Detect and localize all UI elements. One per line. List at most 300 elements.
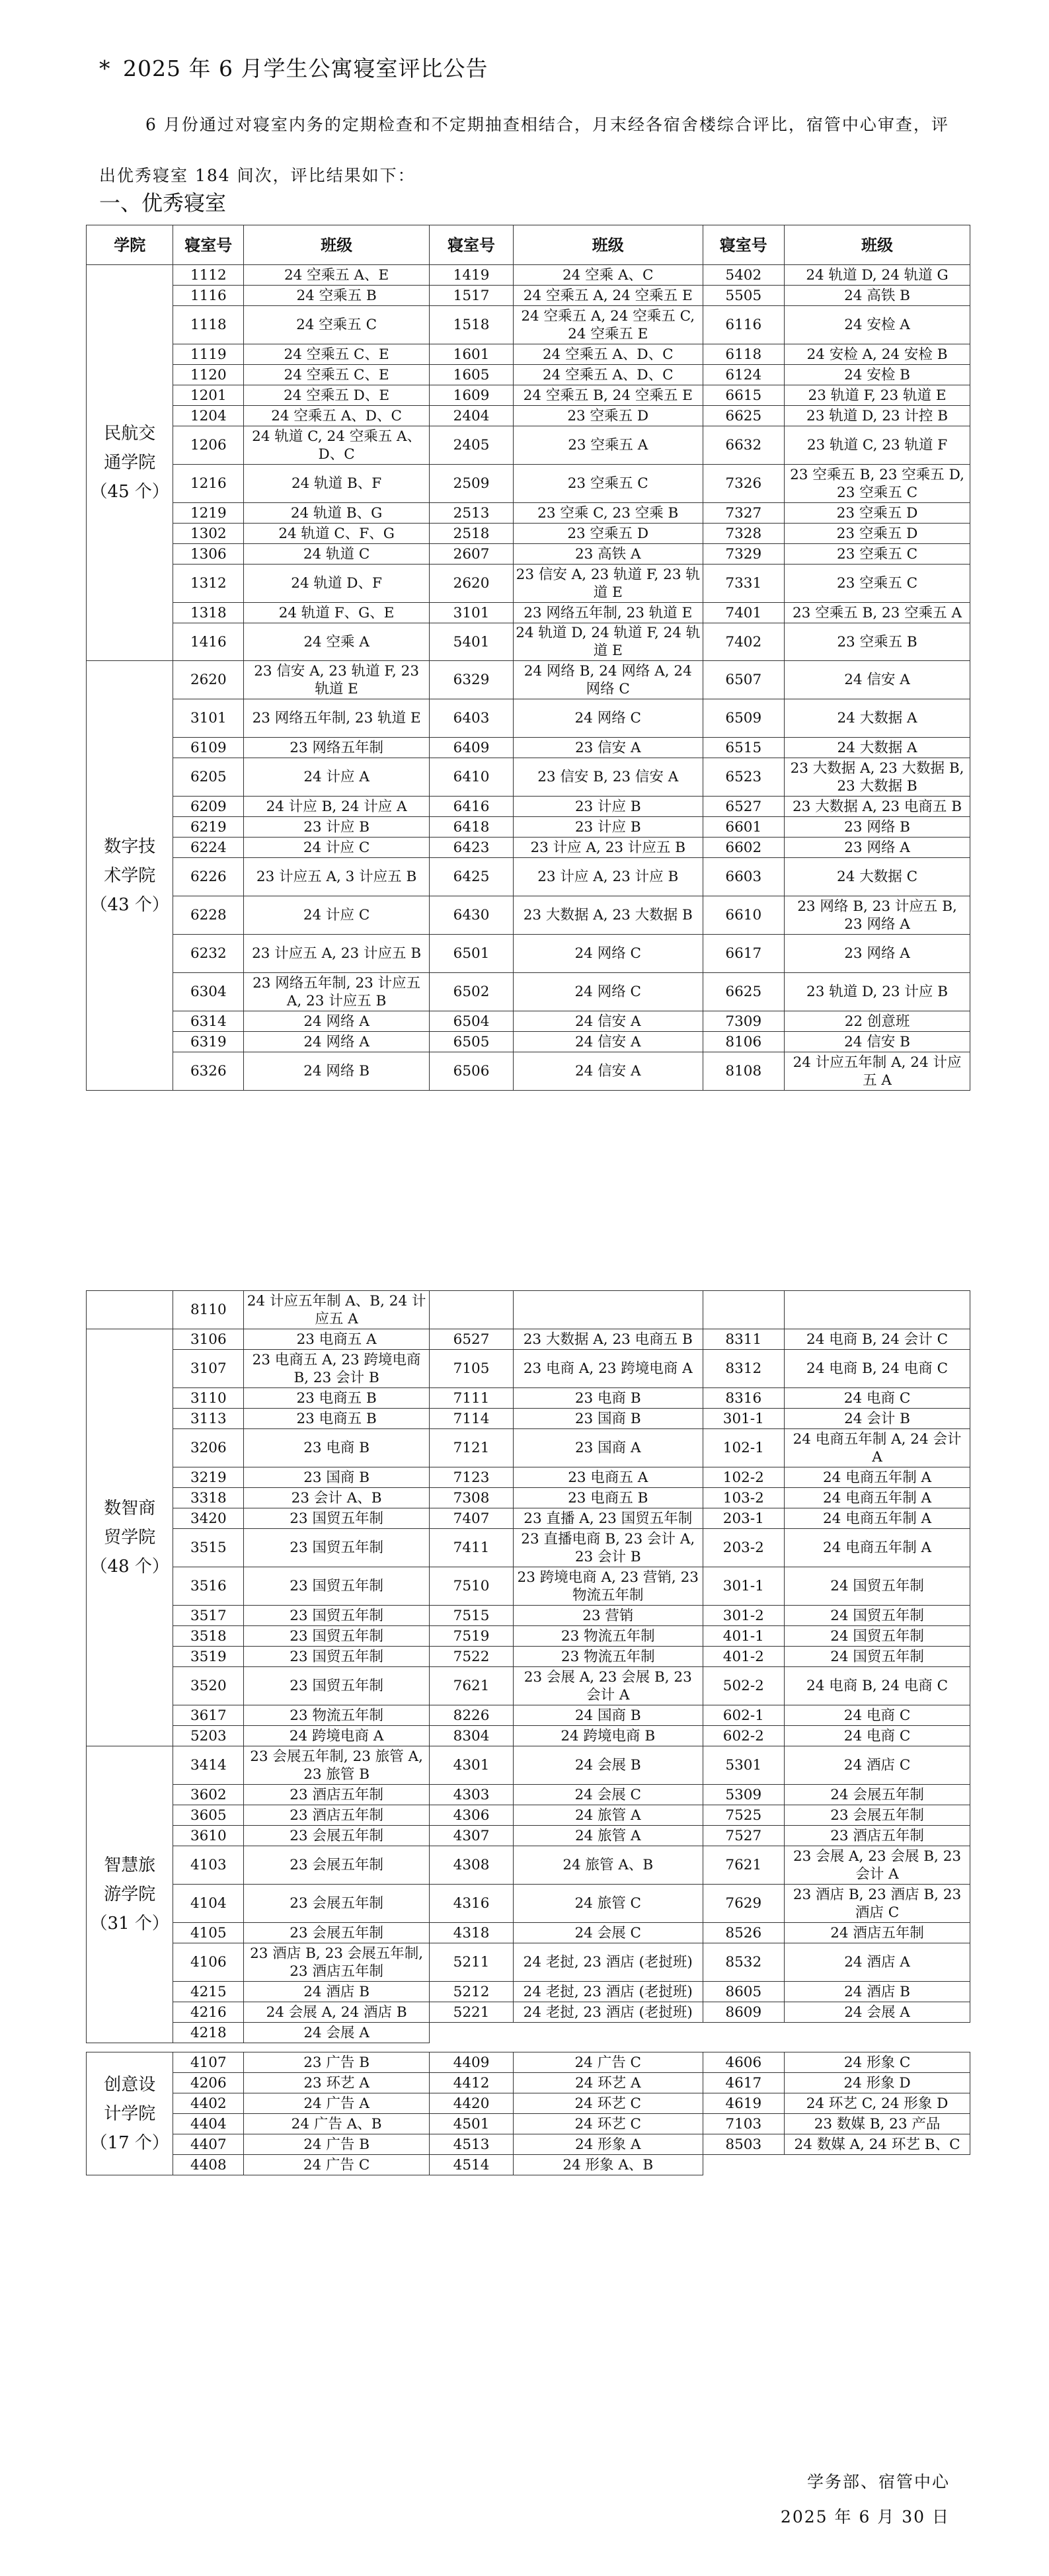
table-row xyxy=(87,1052,970,1091)
class-name: 23 会展五年制 xyxy=(785,1805,970,1826)
room-number: 6632 xyxy=(703,426,785,465)
room-number: 3518 xyxy=(173,1626,244,1647)
class-name: 24 安检 B xyxy=(785,365,970,385)
class-name: 23 大数据 A, 23 大数据 B xyxy=(514,896,703,935)
room-number: 6625 xyxy=(703,406,785,426)
class-name: 24 会展 A xyxy=(244,2023,430,2043)
class-name: 23 酒店五年制 xyxy=(244,1805,430,1826)
room-number: 1306 xyxy=(173,544,244,565)
class-name: 23 空乘五 D xyxy=(785,524,970,544)
room-number: 1116 xyxy=(173,286,244,306)
class-name: 23 酒店 B, 23 酒店 B, 23 酒店 C xyxy=(785,1885,970,1923)
class-name: 24 国商 B xyxy=(514,1705,703,1726)
room-number: 2404 xyxy=(430,406,514,426)
class-name: 23 网络五年制, 23 轨道 E xyxy=(244,699,430,738)
class-name: 24 数媒 A, 24 环艺 B、C xyxy=(785,2134,970,2155)
class-name: 24 空乘五 A、D、C xyxy=(514,365,703,385)
table-row xyxy=(87,1429,970,1467)
class-name: 23 物流五年制 xyxy=(244,1705,430,1726)
class-name: 23 计应 B xyxy=(244,817,430,838)
room-number: 7519 xyxy=(430,1626,514,1647)
table-row xyxy=(87,1647,970,1667)
class-name: 23 酒店 B, 23 会展五年制, 23 酒店五年制 xyxy=(244,1943,430,1982)
room-number: 401-1 xyxy=(703,1626,785,1647)
room-number: 2509 xyxy=(430,465,514,503)
table-row xyxy=(87,465,970,503)
room-number: 6602 xyxy=(703,838,785,858)
class-name: 23 网络 B xyxy=(785,817,970,838)
room-number: 4402 xyxy=(173,2093,244,2114)
empty-cell xyxy=(514,1291,703,1329)
table-row xyxy=(87,1567,970,1606)
room-number: 4409 xyxy=(430,2052,514,2073)
table-row xyxy=(87,838,970,858)
header-cell: 寝室号 xyxy=(703,225,785,265)
room-number: 6319 xyxy=(173,1032,244,1052)
room-number: 7407 xyxy=(430,1508,514,1529)
class-name: 23 国贸五年制 xyxy=(244,1667,430,1705)
room-number: 6610 xyxy=(703,896,785,935)
room-number: 4104 xyxy=(173,1885,244,1923)
class-name: 23 会展五年制 xyxy=(244,1826,430,1846)
table-row xyxy=(87,1388,970,1409)
room-number: 7411 xyxy=(430,1529,514,1567)
class-name: 23 计应五 A, 3 计应五 B xyxy=(244,858,430,896)
room-number: 6116 xyxy=(703,306,785,344)
room-number: 4617 xyxy=(703,2073,785,2093)
class-name: 24 高铁 B xyxy=(785,286,970,306)
class-name: 24 环艺 A xyxy=(514,2073,703,2093)
header-cell: 班级 xyxy=(244,225,430,265)
class-name: 23 电商五 B xyxy=(514,1488,703,1508)
room-number: 6504 xyxy=(430,1011,514,1032)
room-number: 6523 xyxy=(703,758,785,797)
class-name: 23 空乘五 C xyxy=(514,465,703,503)
room-number: 502-2 xyxy=(703,1667,785,1705)
table-row xyxy=(87,2052,970,2073)
empty-cell xyxy=(785,1291,970,1329)
class-name: 24 旅管 A、B xyxy=(514,1846,703,1885)
room-number: 6403 xyxy=(430,699,514,738)
room-number: 4215 xyxy=(173,1982,244,2002)
room-number: 7111 xyxy=(430,1388,514,1409)
room-number: 6603 xyxy=(703,858,785,896)
class-name: 24 空乘五 C、E xyxy=(244,365,430,385)
header-cell: 寝室号 xyxy=(430,225,514,265)
room-number: 6615 xyxy=(703,385,785,406)
room-number: 6527 xyxy=(703,797,785,817)
class-name: 24 计应 C xyxy=(244,896,430,935)
room-number: 401-2 xyxy=(703,1647,785,1667)
table-row xyxy=(87,565,970,603)
room-number: 6507 xyxy=(703,661,785,699)
class-name: 24 电商 B, 24 电商 C xyxy=(785,1667,970,1705)
class-name: 24 网络 A xyxy=(244,1011,430,1032)
room-number: 4606 xyxy=(703,2052,785,2073)
class-name: 24 计应 B, 24 计应 A xyxy=(244,797,430,817)
class-name: 24 轨道 D、F xyxy=(244,565,430,603)
room-number: 5301 xyxy=(703,1746,785,1785)
class-name: 22 创意班 xyxy=(785,1011,970,1032)
room-number: 6601 xyxy=(703,817,785,838)
class-name: 23 直播电商 B, 23 会计 A, 23 会计 B xyxy=(514,1529,703,1567)
class-name: 24 跨境电商 B xyxy=(514,1726,703,1746)
class-name: 23 空乘五 D xyxy=(785,503,970,524)
table-row xyxy=(87,544,970,565)
room-number: 1312 xyxy=(173,565,244,603)
class-name: 23 电商 B xyxy=(244,1429,430,1467)
room-number: 1216 xyxy=(173,465,244,503)
room-number: 6314 xyxy=(173,1011,244,1032)
class-name: 23 电商五 A, 23 跨境电商 B, 23 会计 B xyxy=(244,1350,430,1388)
table-row xyxy=(87,973,970,1011)
room-number: 1206 xyxy=(173,426,244,465)
room-number: 8503 xyxy=(703,2134,785,2155)
room-number: 7402 xyxy=(703,623,785,661)
room-number: 5203 xyxy=(173,1726,244,1746)
room-number: 3318 xyxy=(173,1488,244,1508)
class-name: 24 空乘五 C、E xyxy=(244,344,430,365)
class-name: 24 国贸五年制 xyxy=(785,1567,970,1606)
room-number: 5309 xyxy=(703,1785,785,1805)
table-row xyxy=(87,1667,970,1705)
class-name: 24 空乘五 A、E xyxy=(244,265,430,286)
class-name: 24 计应 C xyxy=(244,838,430,858)
room-number: 1419 xyxy=(430,265,514,286)
class-name: 24 环艺 C xyxy=(514,2093,703,2114)
table-row xyxy=(87,797,970,817)
table-row xyxy=(87,817,970,838)
class-name: 23 空乘五 D xyxy=(514,524,703,544)
class-name: 23 数媒 B, 23 产品 xyxy=(785,2114,970,2134)
class-name: 23 国贸五年制 xyxy=(244,1529,430,1567)
empty-cell xyxy=(430,1291,514,1329)
class-name: 23 大数据 A, 23 大数据 B, 23 大数据 B xyxy=(785,758,970,797)
room-number: 7525 xyxy=(703,1805,785,1826)
class-name: 23 轨道 D, 23 计应 B xyxy=(785,973,970,1011)
class-name: 23 网络五年制 xyxy=(244,738,430,758)
room-number: 4308 xyxy=(430,1846,514,1885)
class-name: 24 信安 A xyxy=(514,1011,703,1032)
table-row xyxy=(87,1746,970,1785)
class-name: 24 电商五年制 A xyxy=(785,1467,970,1488)
room-number: 3206 xyxy=(173,1429,244,1467)
class-name: 24 国贸五年制 xyxy=(785,1606,970,1626)
table-row xyxy=(87,1923,970,1943)
room-number: 8304 xyxy=(430,1726,514,1746)
room-number: 4404 xyxy=(173,2114,244,2134)
room-number: 7510 xyxy=(430,1567,514,1606)
class-name: 23 信安 A, 23 轨道 F, 23 轨道 E xyxy=(244,661,430,699)
table-row xyxy=(87,524,970,544)
table-row xyxy=(87,503,970,524)
class-name: 23 电商 A, 23 跨境电商 A xyxy=(514,1350,703,1388)
table-row xyxy=(87,2073,970,2093)
table-row xyxy=(87,1409,970,1429)
college-name-text: 智慧旅游学院 xyxy=(104,1855,156,1904)
class-name: 23 空乘五 B, 23 空乘五 A xyxy=(785,603,970,623)
class-name: 23 空乘五 A xyxy=(514,426,703,465)
table-row xyxy=(87,2023,970,2043)
room-number: 7621 xyxy=(430,1667,514,1705)
room-number: 2607 xyxy=(430,544,514,565)
table-row xyxy=(87,1805,970,1826)
class-name: 23 高铁 A xyxy=(514,544,703,565)
room-number: 6617 xyxy=(703,935,785,973)
room-number: 8316 xyxy=(703,1388,785,1409)
college-name-text: 数智商贸学院 xyxy=(104,1499,156,1547)
class-name: 24 空乘五 B xyxy=(244,286,430,306)
class-name: 23 国贸五年制 xyxy=(244,1508,430,1529)
class-name: 24 计应五年制 A, 24 计应五 A xyxy=(785,1052,970,1091)
room-number: 6416 xyxy=(430,797,514,817)
table-row xyxy=(87,2002,970,2023)
room-number: 7329 xyxy=(703,544,785,565)
class-name: 24 国贸五年制 xyxy=(785,1647,970,1667)
room-number: 4412 xyxy=(430,2073,514,2093)
room-number: 602-1 xyxy=(703,1705,785,1726)
room-number: 7326 xyxy=(703,465,785,503)
room-number: 4514 xyxy=(430,2155,514,2175)
class-name: 23 国贸五年制 xyxy=(244,1606,430,1626)
room-number: 1318 xyxy=(173,603,244,623)
room-number: 6501 xyxy=(430,935,514,973)
room-number: 6527 xyxy=(430,1329,514,1350)
room-number: 1119 xyxy=(173,344,244,365)
intro-paragraph: 6 月份通过对寝室内务的定期检查和不定期抽查相结合，月末经各宿舍楼综合评比，宿管中心审查，评出优秀寝室 184 间次，评比结果如下： xyxy=(99,115,949,185)
table-row xyxy=(87,1705,970,1726)
room-number: 7515 xyxy=(430,1606,514,1626)
room-number: 7527 xyxy=(703,1826,785,1846)
table-row xyxy=(87,1488,970,1508)
room-number: 1416 xyxy=(173,623,244,661)
class-name: 24 环艺 C, 24 形象 D xyxy=(785,2093,970,2114)
room-number: 3414 xyxy=(173,1746,244,1785)
class-name: 24 广告 C xyxy=(244,2155,430,2175)
table-row xyxy=(87,2114,970,2134)
class-name: 23 酒店五年制 xyxy=(244,1785,430,1805)
college-name-text: 创意设计学院 xyxy=(104,2074,156,2124)
room-number: 6410 xyxy=(430,758,514,797)
room-number: 6224 xyxy=(173,838,244,858)
table-row xyxy=(87,426,970,465)
table-row xyxy=(87,306,970,344)
class-name: 24 轨道 C、F、G xyxy=(244,524,430,544)
class-name: 23 计应 B xyxy=(514,817,703,838)
class-name: 23 会展五年制 xyxy=(244,1885,430,1923)
table-row xyxy=(87,738,970,758)
class-name: 24 空乘五 A、D、C xyxy=(514,344,703,365)
room-number: 4619 xyxy=(703,2093,785,2114)
room-number: 2620 xyxy=(430,565,514,603)
room-number: 7327 xyxy=(703,503,785,524)
room-number: 4105 xyxy=(173,1923,244,1943)
table-row xyxy=(87,2155,970,2175)
table-row xyxy=(87,1291,970,1329)
room-number: 7103 xyxy=(703,2114,785,2134)
table-row xyxy=(87,623,970,661)
room-number: 7105 xyxy=(430,1350,514,1388)
room-number: 1518 xyxy=(430,306,514,344)
room-number: 6505 xyxy=(430,1032,514,1052)
room-number: 3517 xyxy=(173,1606,244,1626)
room-number: 602-2 xyxy=(703,1726,785,1746)
room-number: 4407 xyxy=(173,2134,244,2155)
class-name: 23 电商五 A xyxy=(244,1329,430,1350)
table-row xyxy=(87,896,970,935)
class-name: 24 老挝, 23 酒店 (老挝班) xyxy=(514,1943,703,1982)
room-number: 6205 xyxy=(173,758,244,797)
class-name: 24 网络 B, 24 网络 A, 24 网络 C xyxy=(514,661,703,699)
class-name: 24 会展五年制 xyxy=(785,1785,970,1805)
class-name: 24 安检 A xyxy=(785,306,970,344)
room-number: 1120 xyxy=(173,365,244,385)
college-count: （45 个） xyxy=(90,482,169,502)
room-number: 5221 xyxy=(430,2002,514,2023)
class-name: 24 信安 A xyxy=(514,1052,703,1091)
room-number: 1112 xyxy=(173,265,244,286)
room-number: 1201 xyxy=(173,385,244,406)
room-number: 6304 xyxy=(173,973,244,1011)
bullet-icon: * xyxy=(99,56,111,81)
empty-cell xyxy=(87,1291,173,1329)
class-name: 24 计应五年制 A、B, 24 计应五 A xyxy=(244,1291,430,1329)
class-name: 24 网络 B xyxy=(244,1052,430,1091)
class-name: 23 空乘五 B, 23 空乘五 D, 23 空乘五 C xyxy=(785,465,970,503)
table-row xyxy=(87,1508,970,1529)
room-number: 4206 xyxy=(173,2073,244,2093)
class-name: 24 网络 C xyxy=(514,973,703,1011)
class-name: 23 国商 A xyxy=(514,1429,703,1467)
room-number: 301-1 xyxy=(703,1409,785,1429)
room-number: 3617 xyxy=(173,1705,244,1726)
class-name: 23 网络 A xyxy=(785,838,970,858)
room-number: 6509 xyxy=(703,699,785,738)
room-number: 6232 xyxy=(173,935,244,973)
room-number: 8532 xyxy=(703,1943,785,1982)
header-cell: 班级 xyxy=(514,225,703,265)
table-row xyxy=(87,1467,970,1488)
table-row xyxy=(87,1826,970,1846)
class-name: 24 广告 A、B xyxy=(244,2114,430,2134)
class-name: 24 形象 A、B xyxy=(514,2155,703,2175)
room-number: 6109 xyxy=(173,738,244,758)
room-number: 4306 xyxy=(430,1805,514,1826)
room-number: 3420 xyxy=(173,1508,244,1529)
class-name: 24 空乘 A、C xyxy=(514,265,703,286)
room-number: 7308 xyxy=(430,1488,514,1508)
room-number: 8108 xyxy=(703,1052,785,1091)
class-name: 23 直播 A, 23 国贸五年制 xyxy=(514,1508,703,1529)
college-count: （17 个） xyxy=(90,2132,169,2153)
room-number: 4107 xyxy=(173,2052,244,2073)
class-name: 24 信安 B xyxy=(785,1032,970,1052)
room-number: 1517 xyxy=(430,286,514,306)
college-name xyxy=(87,1329,173,1746)
room-number: 7121 xyxy=(430,1429,514,1467)
class-name: 24 轨道 C xyxy=(244,544,430,565)
class-name: 24 酒店五年制 xyxy=(785,1923,970,1943)
room-number: 203-1 xyxy=(703,1508,785,1529)
room-number: 102-1 xyxy=(703,1429,785,1467)
room-number: 1601 xyxy=(430,344,514,365)
table-row xyxy=(87,603,970,623)
class-name: 23 环艺 A xyxy=(244,2073,430,2093)
room-number: 3110 xyxy=(173,1388,244,1409)
room-number: 8226 xyxy=(430,1705,514,1726)
college-name xyxy=(87,265,173,661)
room-number: 1219 xyxy=(173,503,244,524)
room-number: 3113 xyxy=(173,1409,244,1429)
header-cell: 班级 xyxy=(785,225,970,265)
class-name: 23 大数据 A, 23 电商五 B xyxy=(785,797,970,817)
college-count: （43 个） xyxy=(90,894,169,915)
class-name: 23 信安 B, 23 信安 A xyxy=(514,758,703,797)
class-name: 24 会展 A xyxy=(785,2002,970,2023)
class-name: 24 酒店 A xyxy=(785,1943,970,1982)
college-name-text: 民航交通学院 xyxy=(104,424,156,473)
table-row xyxy=(87,385,970,406)
class-name: 24 电商 B, 24 电商 C xyxy=(785,1350,970,1388)
class-name: 23 轨道 D, 23 计控 B xyxy=(785,406,970,426)
class-name: 24 空乘 A xyxy=(244,623,430,661)
class-name: 24 轨道 F、G、E xyxy=(244,603,430,623)
class-name: 23 大数据 A, 23 电商五 B xyxy=(514,1329,703,1350)
class-name: 24 大数据 A xyxy=(785,699,970,738)
room-number: 1302 xyxy=(173,524,244,544)
class-name: 23 电商五 B xyxy=(244,1388,430,1409)
class-name: 24 轨道 C, 24 空乘五 A、D、C xyxy=(244,426,430,465)
room-number: 7621 xyxy=(703,1846,785,1885)
room-number: 1204 xyxy=(173,406,244,426)
class-name: 23 计应 A, 23 计应五 B xyxy=(514,838,703,858)
room-number: 2513 xyxy=(430,503,514,524)
room-number: 6219 xyxy=(173,817,244,838)
table-row xyxy=(87,2134,970,2155)
table-row xyxy=(87,1329,970,1350)
class-name: 24 广告 A xyxy=(244,2093,430,2114)
class-name: 24 空乘五 A、D、C xyxy=(244,406,430,426)
room-number: 6226 xyxy=(173,858,244,896)
room-number: 7328 xyxy=(703,524,785,544)
class-name: 23 计应 B xyxy=(514,797,703,817)
class-name: 23 信安 A, 23 轨道 F, 23 轨道 E xyxy=(514,565,703,603)
class-name: 24 空乘五 A, 24 空乘五 C, 24 空乘五 E xyxy=(514,306,703,344)
room-number: 103-2 xyxy=(703,1488,785,1508)
class-name: 24 电商 B, 24 会计 C xyxy=(785,1329,970,1350)
class-name: 23 国商 B xyxy=(244,1467,430,1488)
class-name: 24 形象 C xyxy=(785,2052,970,2073)
college-count: （48 个） xyxy=(90,1557,169,1577)
class-name: 23 国贸五年制 xyxy=(244,1567,430,1606)
class-name: 23 空乘五 D xyxy=(514,406,703,426)
room-number: 7309 xyxy=(703,1011,785,1032)
class-name: 24 形象 D xyxy=(785,2073,970,2093)
table-row xyxy=(87,1011,970,1032)
room-number: 6124 xyxy=(703,365,785,385)
gap-cell xyxy=(87,2043,970,2052)
room-number: 5211 xyxy=(430,1943,514,1982)
table-row xyxy=(87,1032,970,1052)
room-number: 8526 xyxy=(703,1923,785,1943)
header-cell: 寝室号 xyxy=(173,225,244,265)
room-number: 3602 xyxy=(173,1785,244,1805)
class-name: 24 酒店 B xyxy=(785,1982,970,2002)
room-number: 3515 xyxy=(173,1529,244,1567)
table-row xyxy=(87,1529,970,1567)
table-row xyxy=(87,1626,970,1647)
room-number: 2620 xyxy=(173,661,244,699)
